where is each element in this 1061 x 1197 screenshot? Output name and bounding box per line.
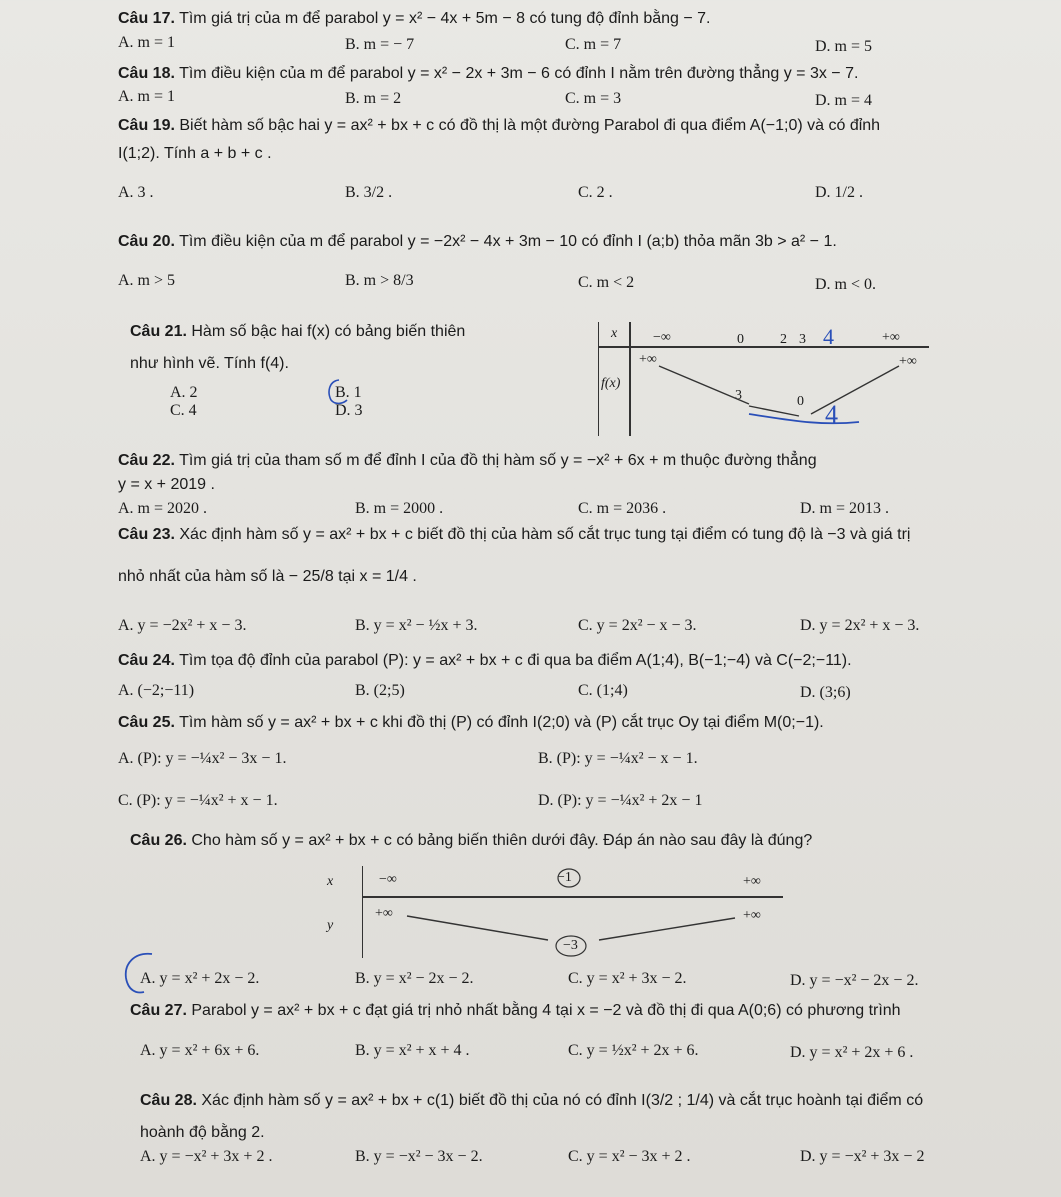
y-min: −3	[563, 938, 578, 953]
question-19	[118, 115, 1058, 137]
x-neg-inf: −∞	[653, 330, 671, 345]
question-28-cont: hoành độ bằng 2.	[140, 1124, 265, 1141]
fx-top-left: +∞	[639, 352, 657, 367]
option-b[interactable]: B. m = − 7	[345, 36, 415, 53]
question-22-cont: y = x + 2019 .	[118, 476, 215, 493]
question-text: Tìm tọa độ đỉnh của parabol (P): y = ax² + bx + c đi qua ba điểm A(1;4), B(−1;−4) và C(−2;−11).	[179, 652, 852, 669]
y-top-left: +∞	[375, 906, 393, 921]
option-c[interactable]: C. m = 2036 .	[578, 500, 667, 517]
question-26	[130, 830, 1061, 852]
question-text: Biết hàm số bậc hai y = ax² + bx + c có đồ thị là một đường Parabol đi qua điểm A(−1;0) và có đỉnh	[179, 117, 881, 134]
question-label: Câu 22.	[118, 452, 175, 469]
question-label: Câu 18.	[118, 65, 175, 82]
option-b[interactable]: B. m > 8/3	[345, 272, 414, 289]
option-c[interactable]: C. y = ½x² + 2x + 6.	[568, 1042, 699, 1059]
question-28	[140, 1090, 1040, 1112]
option-a[interactable]: A. 2	[170, 384, 198, 401]
x-label: x	[611, 326, 618, 341]
question-label: Câu 20.	[118, 233, 175, 250]
x-pos-inf: +∞	[882, 330, 900, 345]
option-d[interactable]: D. (P): y = −¼x² + 2x − 1	[538, 792, 703, 809]
question-label: Câu 26.	[130, 832, 187, 849]
option-a[interactable]: A. m = 1	[118, 34, 176, 51]
answer-circle-mark	[325, 378, 355, 406]
question-text: Hàm số bậc hai f(x) có bảng biến thiên	[191, 323, 466, 340]
variation-table-26	[327, 866, 783, 958]
variation-arrows	[363, 866, 783, 958]
question-label: Câu 25.	[118, 714, 175, 731]
x-three: 3	[799, 332, 806, 347]
option-c[interactable]: C. y = 2x² − x − 3.	[578, 617, 697, 634]
x-pos-inf: +∞	[743, 874, 761, 889]
question-19-cont: I(1;2). Tính a + b + c .	[118, 145, 272, 162]
option-d[interactable]: D. y = 2x² + x − 3.	[800, 617, 920, 634]
question-22	[118, 450, 1058, 472]
fx-mid: 3	[735, 388, 742, 403]
option-b[interactable]: B. m = 2000 .	[355, 500, 444, 517]
question-text: Xác định hàm số y = ax² + bx + c(1) biết đồ thị của nó có đỉnh I(3/2 ; 1/4) và cắt trục hoành tại điểm có	[201, 1092, 924, 1109]
question-23-cont: nhỏ nhất của hàm số là − 25/8 tại x = 1/4 .	[118, 568, 417, 585]
question-25	[118, 712, 1058, 734]
question-text: Xác định hàm số y = ax² + bx + c biết đồ thị của hàm số cắt trục tung tại điểm có tung độ là −3 và giá trị	[179, 526, 911, 543]
option-c[interactable]: C. 2 .	[578, 184, 613, 201]
option-b[interactable]: B. m = 2	[345, 90, 402, 107]
question-text: Parabol y = ax² + bx + c đạt giá trị nhỏ nhất bằng 4 tại x = −2 và đồ thị đi qua A(0;6) có phương trình	[191, 1002, 901, 1019]
question-27	[130, 1000, 1061, 1022]
option-c[interactable]: C. 4	[170, 402, 197, 419]
question-20	[118, 231, 1058, 253]
option-b[interactable]: B. (P): y = −¼x² − x − 1.	[538, 750, 698, 767]
question-24	[118, 650, 1058, 672]
option-b[interactable]: B. 3/2 .	[345, 184, 393, 201]
question-text: Cho hàm số y = ax² + bx + c có bảng biến thiên dưới đây. Đáp án nào sau đây là đúng?	[191, 832, 813, 849]
question-17	[118, 8, 1058, 30]
option-c[interactable]: C. m = 3	[565, 90, 622, 107]
option-d[interactable]: D. m = 4	[815, 92, 873, 109]
option-b[interactable]: B. y = x² − 2x − 2.	[355, 970, 474, 987]
option-c[interactable]: C. y = x² − 3x + 2 .	[568, 1148, 691, 1165]
option-d[interactable]: D. y = −x² − 2x − 2.	[790, 972, 919, 989]
variation-arrows	[599, 322, 929, 436]
option-b[interactable]: B. y = x² − ½x + 3.	[355, 617, 478, 634]
option-d[interactable]: D. m = 5	[815, 38, 873, 55]
option-c[interactable]: C. m = 7	[565, 36, 622, 53]
question-text: Tìm hàm số y = ax² + bx + c khi đồ thị (P) có đỉnh I(2;0) và (P) cắt trục Oy tại điểm M(0;−1).	[179, 714, 824, 731]
option-c[interactable]: C. y = x² + 3x − 2.	[568, 970, 687, 987]
option-a[interactable]: A. y = x² + 2x − 2.	[140, 970, 260, 987]
handwritten-x-four: 4	[823, 324, 834, 349]
question-text: Tìm điều kiện của m để parabol y = x² − 2x + 3m − 6 có đỉnh I nằm trên đường thẳng y = 3x − 7.	[179, 65, 859, 82]
option-a[interactable]: A. 3 .	[118, 184, 154, 201]
x-minus-one: −1	[557, 870, 572, 885]
question-18	[118, 63, 1058, 85]
question-21	[130, 321, 550, 343]
question-23	[118, 524, 1058, 546]
option-a[interactable]: A. y = x² + 6x + 6.	[140, 1042, 260, 1059]
question-label: Câu 17.	[118, 10, 175, 27]
option-a[interactable]: A. (P): y = −¼x² − 3x − 1.	[118, 750, 287, 767]
question-label: Câu 24.	[118, 652, 175, 669]
option-a[interactable]: A. m = 1	[118, 88, 176, 105]
option-a[interactable]: A. y = −x² + 3x + 2 .	[140, 1148, 273, 1165]
option-c[interactable]: C. (1;4)	[578, 682, 628, 699]
x-label: x	[327, 874, 334, 889]
question-label: Câu 21.	[130, 323, 187, 340]
fx-top-right: +∞	[899, 354, 917, 369]
y-top-right: +∞	[743, 908, 761, 923]
option-c[interactable]: C. m < 2	[578, 274, 635, 291]
option-b[interactable]: B. y = x² + x + 4 .	[355, 1042, 470, 1059]
option-d[interactable]: D. 3	[335, 402, 363, 419]
option-d[interactable]: D. m < 0.	[815, 276, 877, 293]
option-d[interactable]: D. y = x² + 2x + 6 .	[790, 1044, 914, 1061]
question-text: Tìm giá trị của m để parabol y = x² − 4x + 5m − 8 có tung độ đỉnh bằng − 7.	[179, 10, 711, 27]
option-a[interactable]: A. m > 5	[118, 272, 176, 289]
option-b[interactable]: B. 1	[335, 384, 362, 401]
answer-circle-mark	[122, 950, 170, 996]
option-b[interactable]: B. y = −x² − 3x − 2.	[355, 1148, 483, 1165]
fx-min: 0	[797, 394, 804, 409]
x-zero: 0	[737, 332, 744, 347]
option-d[interactable]: D. 1/2 .	[815, 184, 863, 201]
variation-table-21	[598, 322, 929, 436]
x-neg-inf: −∞	[379, 872, 397, 887]
option-c[interactable]: C. (P): y = −¼x² + x − 1.	[118, 792, 278, 809]
question-label: Câu 27.	[130, 1002, 187, 1019]
fx-label: f(x)	[601, 376, 621, 391]
option-b[interactable]: B. (2;5)	[355, 682, 405, 699]
x-two: 2	[780, 332, 787, 347]
question-21-cont: như hình vẽ. Tính f(4).	[130, 355, 289, 372]
question-label: Câu 28.	[140, 1092, 197, 1109]
question-label: Câu 23.	[118, 526, 175, 543]
option-a[interactable]: A. y = −2x² + x − 3.	[118, 617, 247, 634]
option-d[interactable]: D. m = 2013 .	[800, 500, 890, 517]
question-text: Tìm điều kiện của m để parabol y = −2x² − 4x + 3m − 10 có đỉnh I (a;b) thỏa mãn 3b > a² − 1.	[179, 233, 837, 250]
question-label: Câu 19.	[118, 117, 175, 134]
y-label: y	[327, 918, 334, 933]
option-a[interactable]: A. (−2;−11)	[118, 682, 195, 699]
option-a[interactable]: A. m = 2020 .	[118, 500, 208, 517]
handwritten-fx-four: 4	[825, 400, 838, 429]
option-d[interactable]: D. (3;6)	[800, 684, 851, 701]
question-text: Tìm giá trị của tham số m để đỉnh I của đồ thị hàm số y = −x² + 6x + m thuộc đường thẳng	[179, 452, 817, 469]
option-d[interactable]: D. y = −x² + 3x − 2	[800, 1148, 925, 1165]
